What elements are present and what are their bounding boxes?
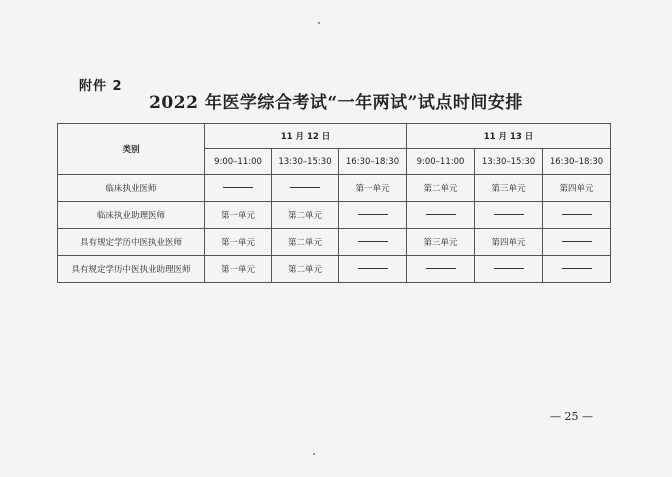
time-slot-header: 16:30–18:30 [543, 149, 611, 175]
dash-placeholder [494, 214, 524, 215]
schedule-cell [543, 202, 611, 229]
scan-speck [313, 453, 315, 455]
schedule-cell: 第二单元 [272, 202, 339, 229]
schedule-cell: 第一单元 [205, 256, 272, 283]
dash-placeholder [223, 187, 253, 188]
row-category: 临床执业助理医师 [58, 202, 205, 229]
schedule-table [57, 123, 611, 283]
dash-placeholder [290, 187, 320, 188]
category-header: 类别 [58, 124, 205, 175]
schedule-cell: 第四单元 [543, 175, 611, 202]
time-slot-header: 9:00–11:00 [407, 149, 475, 175]
dash-placeholder [426, 268, 456, 269]
dash-placeholder [494, 268, 524, 269]
dash-placeholder [562, 268, 592, 269]
time-slot-header: 13:30–15:30 [475, 149, 543, 175]
page-number: — 25 — [550, 410, 593, 423]
schedule-cell [339, 202, 407, 229]
schedule-cell [339, 256, 407, 283]
schedule-cell [543, 229, 611, 256]
schedule-cell [407, 256, 475, 283]
table-row [58, 256, 611, 283]
schedule-cell: 第三单元 [475, 175, 543, 202]
row-category: 临床执业医师 [58, 175, 205, 202]
dash-placeholder [358, 214, 388, 215]
schedule-cell: 第四单元 [475, 229, 543, 256]
schedule-cell: 第二单元 [272, 229, 339, 256]
dash-placeholder [562, 214, 592, 215]
schedule-cell [272, 175, 339, 202]
schedule-cell: 第一单元 [339, 175, 407, 202]
time-slot-header: 9:00–11:00 [205, 149, 272, 175]
schedule-cell [543, 256, 611, 283]
schedule-cell [475, 256, 543, 283]
row-category: 具有规定学历中医执业医师 [58, 229, 205, 256]
attachment-label: 附件 2 [79, 79, 123, 94]
schedule-cell: 第一单元 [205, 229, 272, 256]
schedule-cell [339, 229, 407, 256]
row-category: 具有规定学历中医执业助理医师 [58, 256, 205, 283]
schedule-cell: 第二单元 [407, 175, 475, 202]
dash-placeholder [426, 214, 456, 215]
dash-placeholder [358, 268, 388, 269]
table-row [58, 229, 611, 256]
dash-placeholder [358, 241, 388, 242]
document-title: 2022 年医学综合考试“一年两试”试点时间安排 [149, 93, 523, 113]
schedule-cell: 第二单元 [272, 256, 339, 283]
date-header-row [58, 124, 611, 149]
time-slot-header: 13:30–15:30 [272, 149, 339, 175]
schedule-cell: 第三单元 [407, 229, 475, 256]
date-header: 11 月 13 日 [407, 124, 611, 149]
dash-placeholder [562, 241, 592, 242]
time-slot-header: 16:30–18:30 [339, 149, 407, 175]
scan-speck [318, 22, 320, 24]
schedule-cell [205, 175, 272, 202]
date-header: 11 月 12 日 [205, 124, 407, 149]
table-row [58, 175, 611, 202]
schedule-cell [475, 202, 543, 229]
table-row [58, 202, 611, 229]
schedule-cell [407, 202, 475, 229]
schedule-cell: 第一单元 [205, 202, 272, 229]
